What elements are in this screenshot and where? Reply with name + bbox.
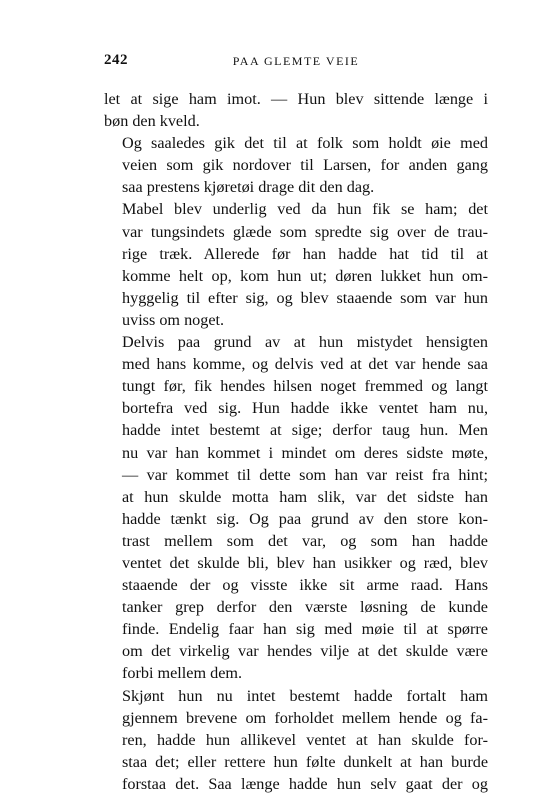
text-line: tungt før, fik hendes hilsen noget fremmed og langt — [122, 377, 488, 396]
text-line: rige træk. Allerede før han hadde hat tid til at — [122, 244, 488, 263]
text-line: uviss om noget. — [122, 310, 225, 329]
text-line: trast mellem som det var, og som han hadde — [122, 531, 488, 550]
text-line: nu var han kommet i mindet om deres sidste møte, — [122, 443, 488, 462]
text-line: bortefra ved sig. Hun hadde ikke ventet ham nu, — [122, 399, 488, 418]
text-line: — var kommet til dette som han var reist fra hint; — [122, 465, 488, 484]
text-line: let at sige ham imot. — Hun blev sittende længe i — [104, 90, 488, 108]
text-line: Mabel blev underlig ved da hun fik se ham; det — [122, 200, 488, 219]
text-line: bøn den kveld. — [104, 112, 200, 131]
text-line: saa prestens kjøretøi drage dit den dag. — [122, 178, 375, 197]
text-line: ren, hadde hun allikevel ventet at han skulde for- — [122, 730, 488, 749]
page-header — [104, 52, 488, 72]
text-line: finde. Endelig faar han sig med møie til at spørre — [122, 620, 488, 639]
text-line: veien som gik nordover til Larsen, for anden gang — [122, 156, 488, 175]
paragraph — [104, 88, 488, 132]
text-line: med hans komme, og delvis ved at det var hende saa — [122, 355, 488, 374]
paragraph — [104, 198, 488, 331]
paragraph — [104, 132, 488, 198]
text-line: hadde intet bestemt at sige; derfor taug hun. Men — [122, 421, 488, 440]
paragraph — [104, 685, 488, 795]
body-text — [104, 88, 488, 795]
text-line: forbi mellem dem. — [122, 664, 243, 683]
text-line: hadde tænkt sig. Og paa grund av den store kon- — [122, 509, 488, 528]
text-line: var tungsindets glæde som spredte sig over de trau- — [122, 222, 488, 241]
text-line: staaende der og visste ikke sit arme raad. Hans — [122, 576, 488, 595]
text-line: ventet det skulde bli, blev han usikker og ræd, blev — [122, 553, 488, 572]
text-line: forstaa det. Saa længe hadde hun selv gaat der og — [122, 774, 488, 793]
text-line: at hun skulde motta ham slik, var det sidste han — [122, 487, 488, 506]
text-line: staa det; eller rettere hun følte dunkelt at han burde — [122, 752, 488, 771]
text-line: gjennem brevene om forholdet mellem hende og fa- — [122, 708, 488, 727]
text-line: om det virkelig var hendes vilje at det skulde være — [122, 642, 488, 661]
text-line: hyggelig til efter sig, og blev staaende som var hun — [122, 288, 488, 307]
running-title: PAA GLEMTE VEIE — [232, 54, 360, 68]
page-number: 242 — [104, 52, 128, 68]
text-line: Og saaledes gik det til at folk som holdt øie med — [122, 134, 488, 153]
text-line: Skjønt hun nu intet bestemt hadde fortalt ham — [122, 686, 488, 705]
text-line: komme helt op, kom hun ut; døren lukket hun om- — [122, 266, 488, 285]
paragraph — [104, 331, 488, 685]
text-line: tanker grep derfor den værste løsning de kunde — [122, 598, 488, 617]
text-line: Delvis paa grund av at hun mistydet hensigten — [122, 333, 488, 352]
